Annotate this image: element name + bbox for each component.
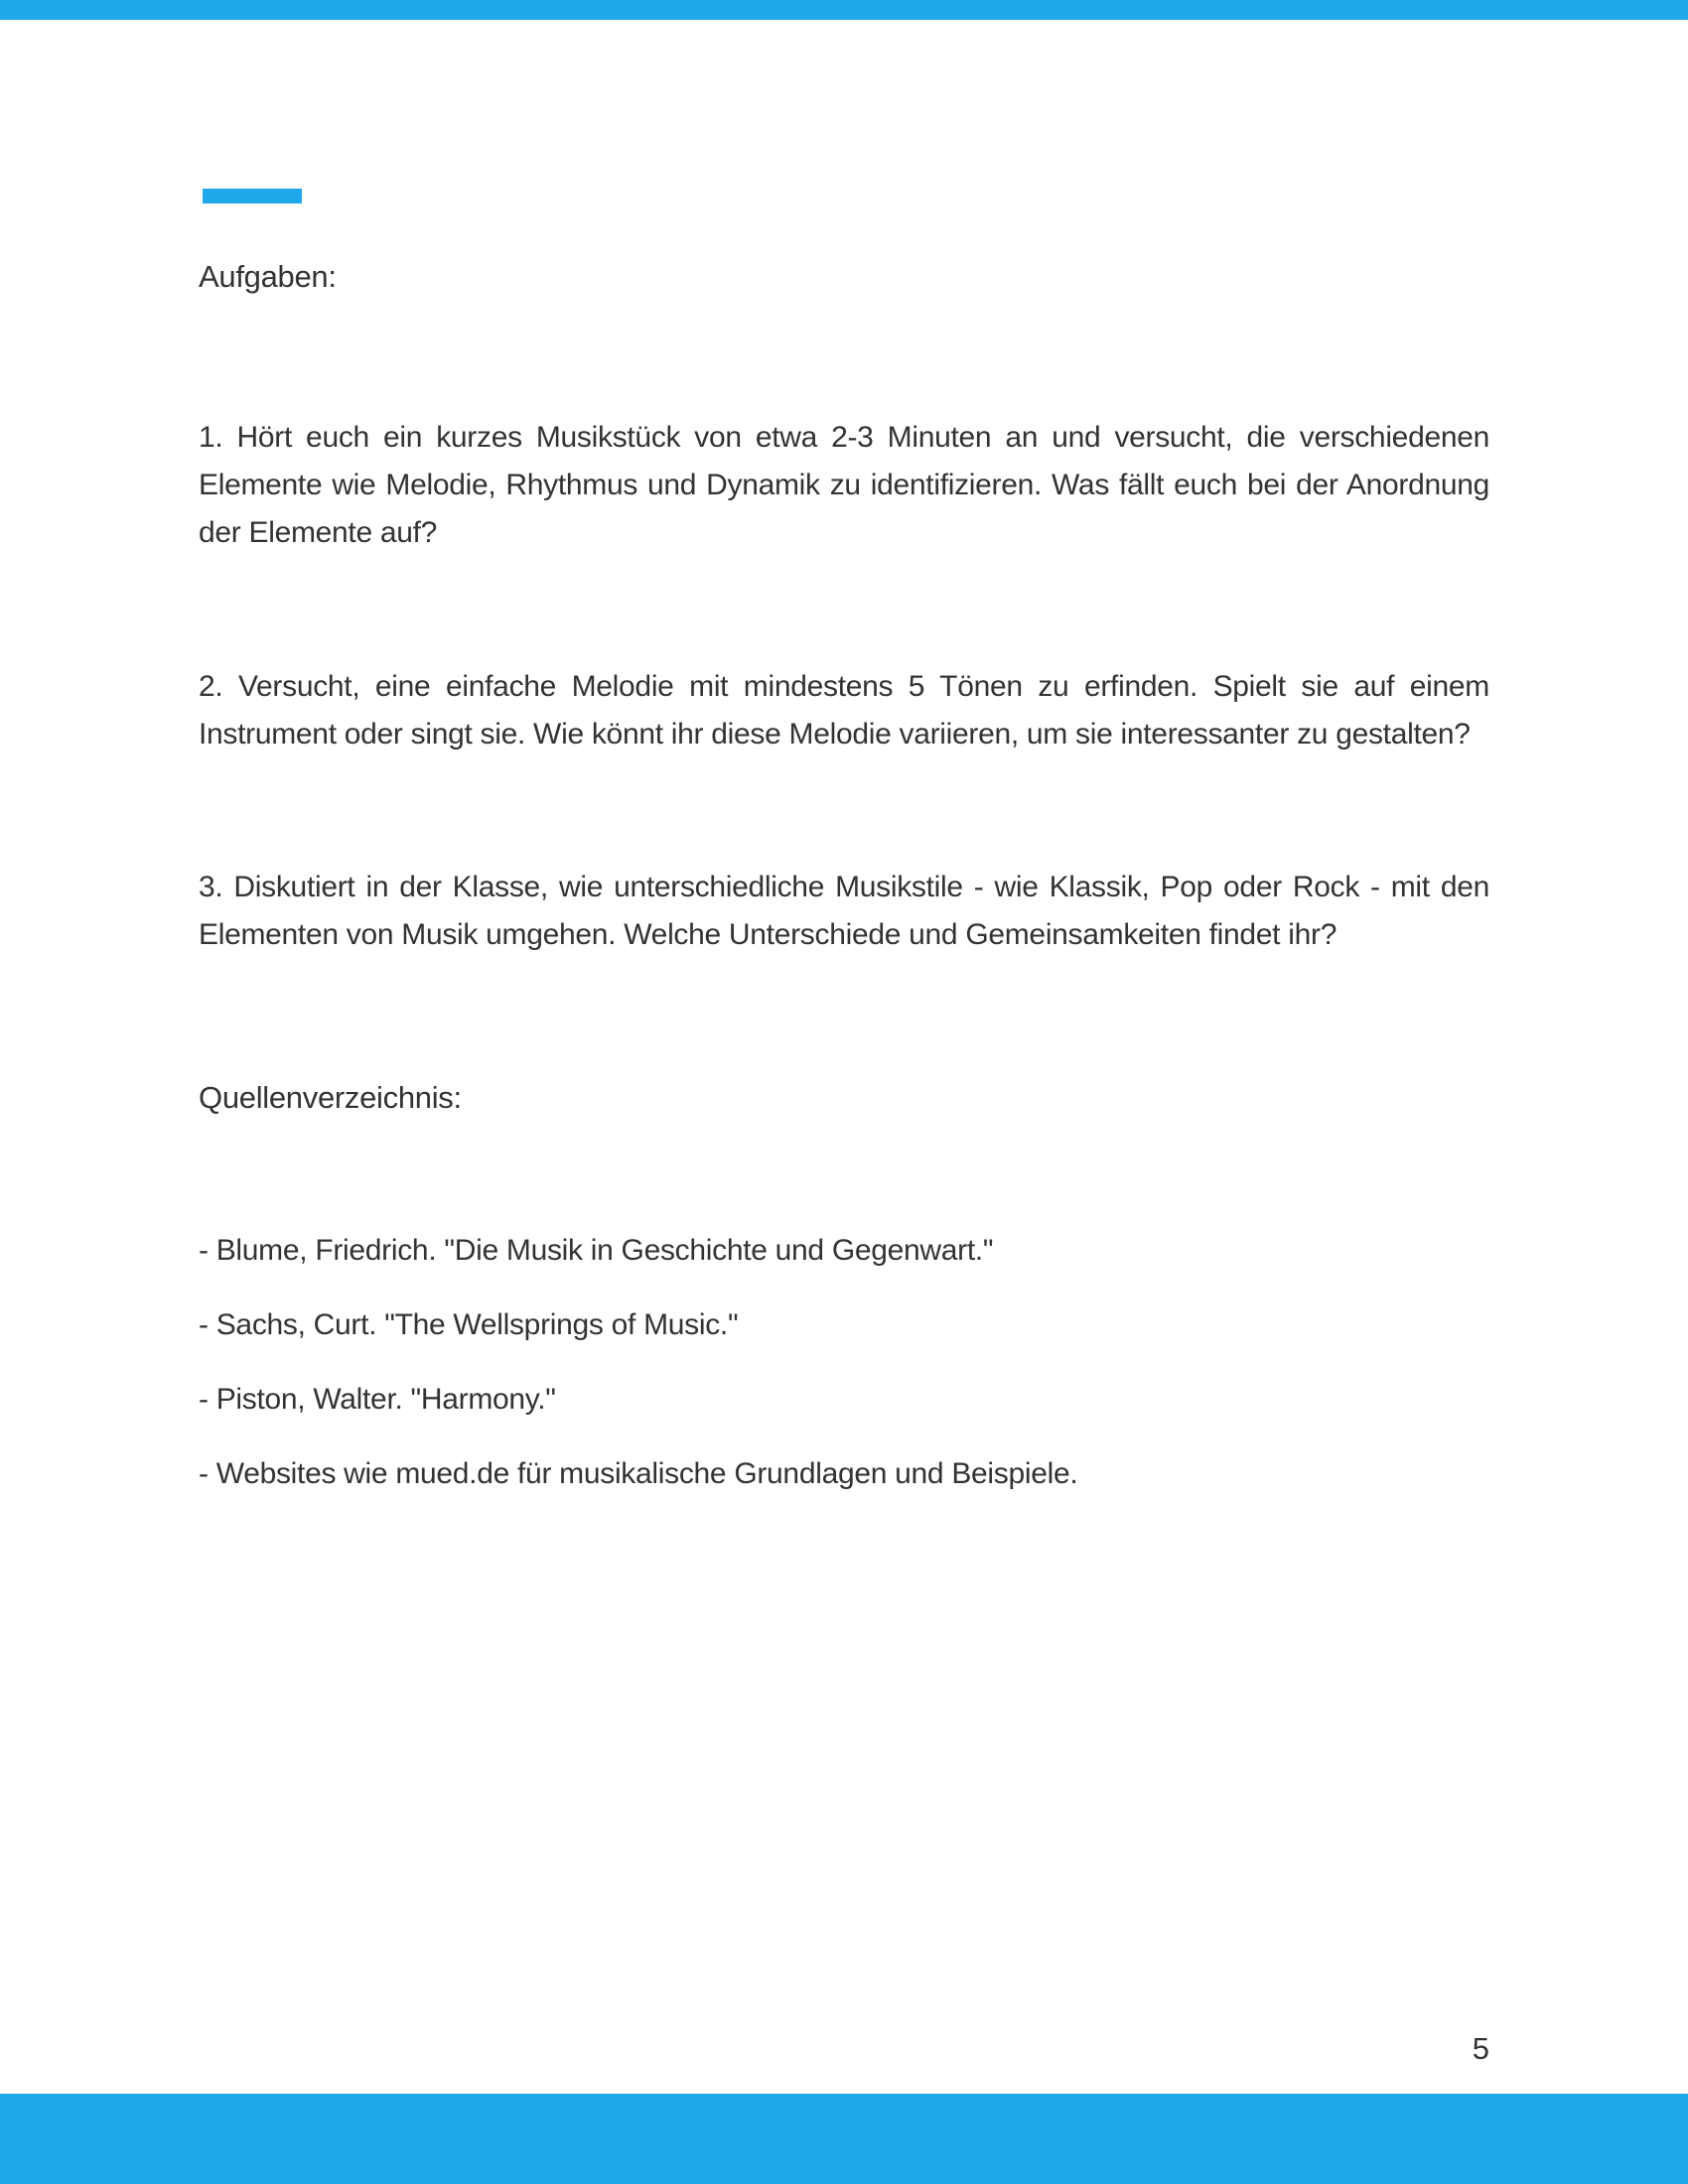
page-number: 5 [1472,2031,1489,2066]
task-item-1: 1. Hört euch ein kurzes Musikstück von etwa 2-3 Minuten an und versucht, die verschiedenen Elemente wie Melodie, Rhythmus und Dynamik zu identifizieren. Was fällt euch bei der Anordnung der Elemente auf? [199,421,1489,549]
page-content [199,0,1489,1498]
task-item-3: 3. Diskutiert in der Klasse, wie unterschiedliche Musikstile - wie Klassik, Pop oder Rock - mit den Elementen von Musik umgehen. Welche Unterschiede und Gemeinsamkeiten findet ihr? [199,871,1489,951]
source-item-1: - Blume, Friedrich. "Die Musik in Geschichte und Gegenwart." [199,1234,994,1267]
source-item-4: - Websites wie mued.de für musikalische Grundlagen und Beispiele. [199,1457,1078,1490]
task-item-2: 2. Versucht, eine einfache Melodie mit mindestens 5 Tönen zu erfinden. Spielt sie auf einem Instrument oder singt sie. Wie könnt ihr diese Melodie variieren, um sie interessanter zu gestalten? [199,670,1489,751]
source-item-2: - Sachs, Curt. "The Wellsprings of Music." [199,1308,739,1341]
tasks-heading: Aufgaben: [199,259,337,294]
sources-heading: Quellenverzeichnis: [199,1080,462,1115]
source-item-3: - Piston, Walter. "Harmony." [199,1383,556,1416]
bottom-accent-bar [0,2094,1688,2184]
